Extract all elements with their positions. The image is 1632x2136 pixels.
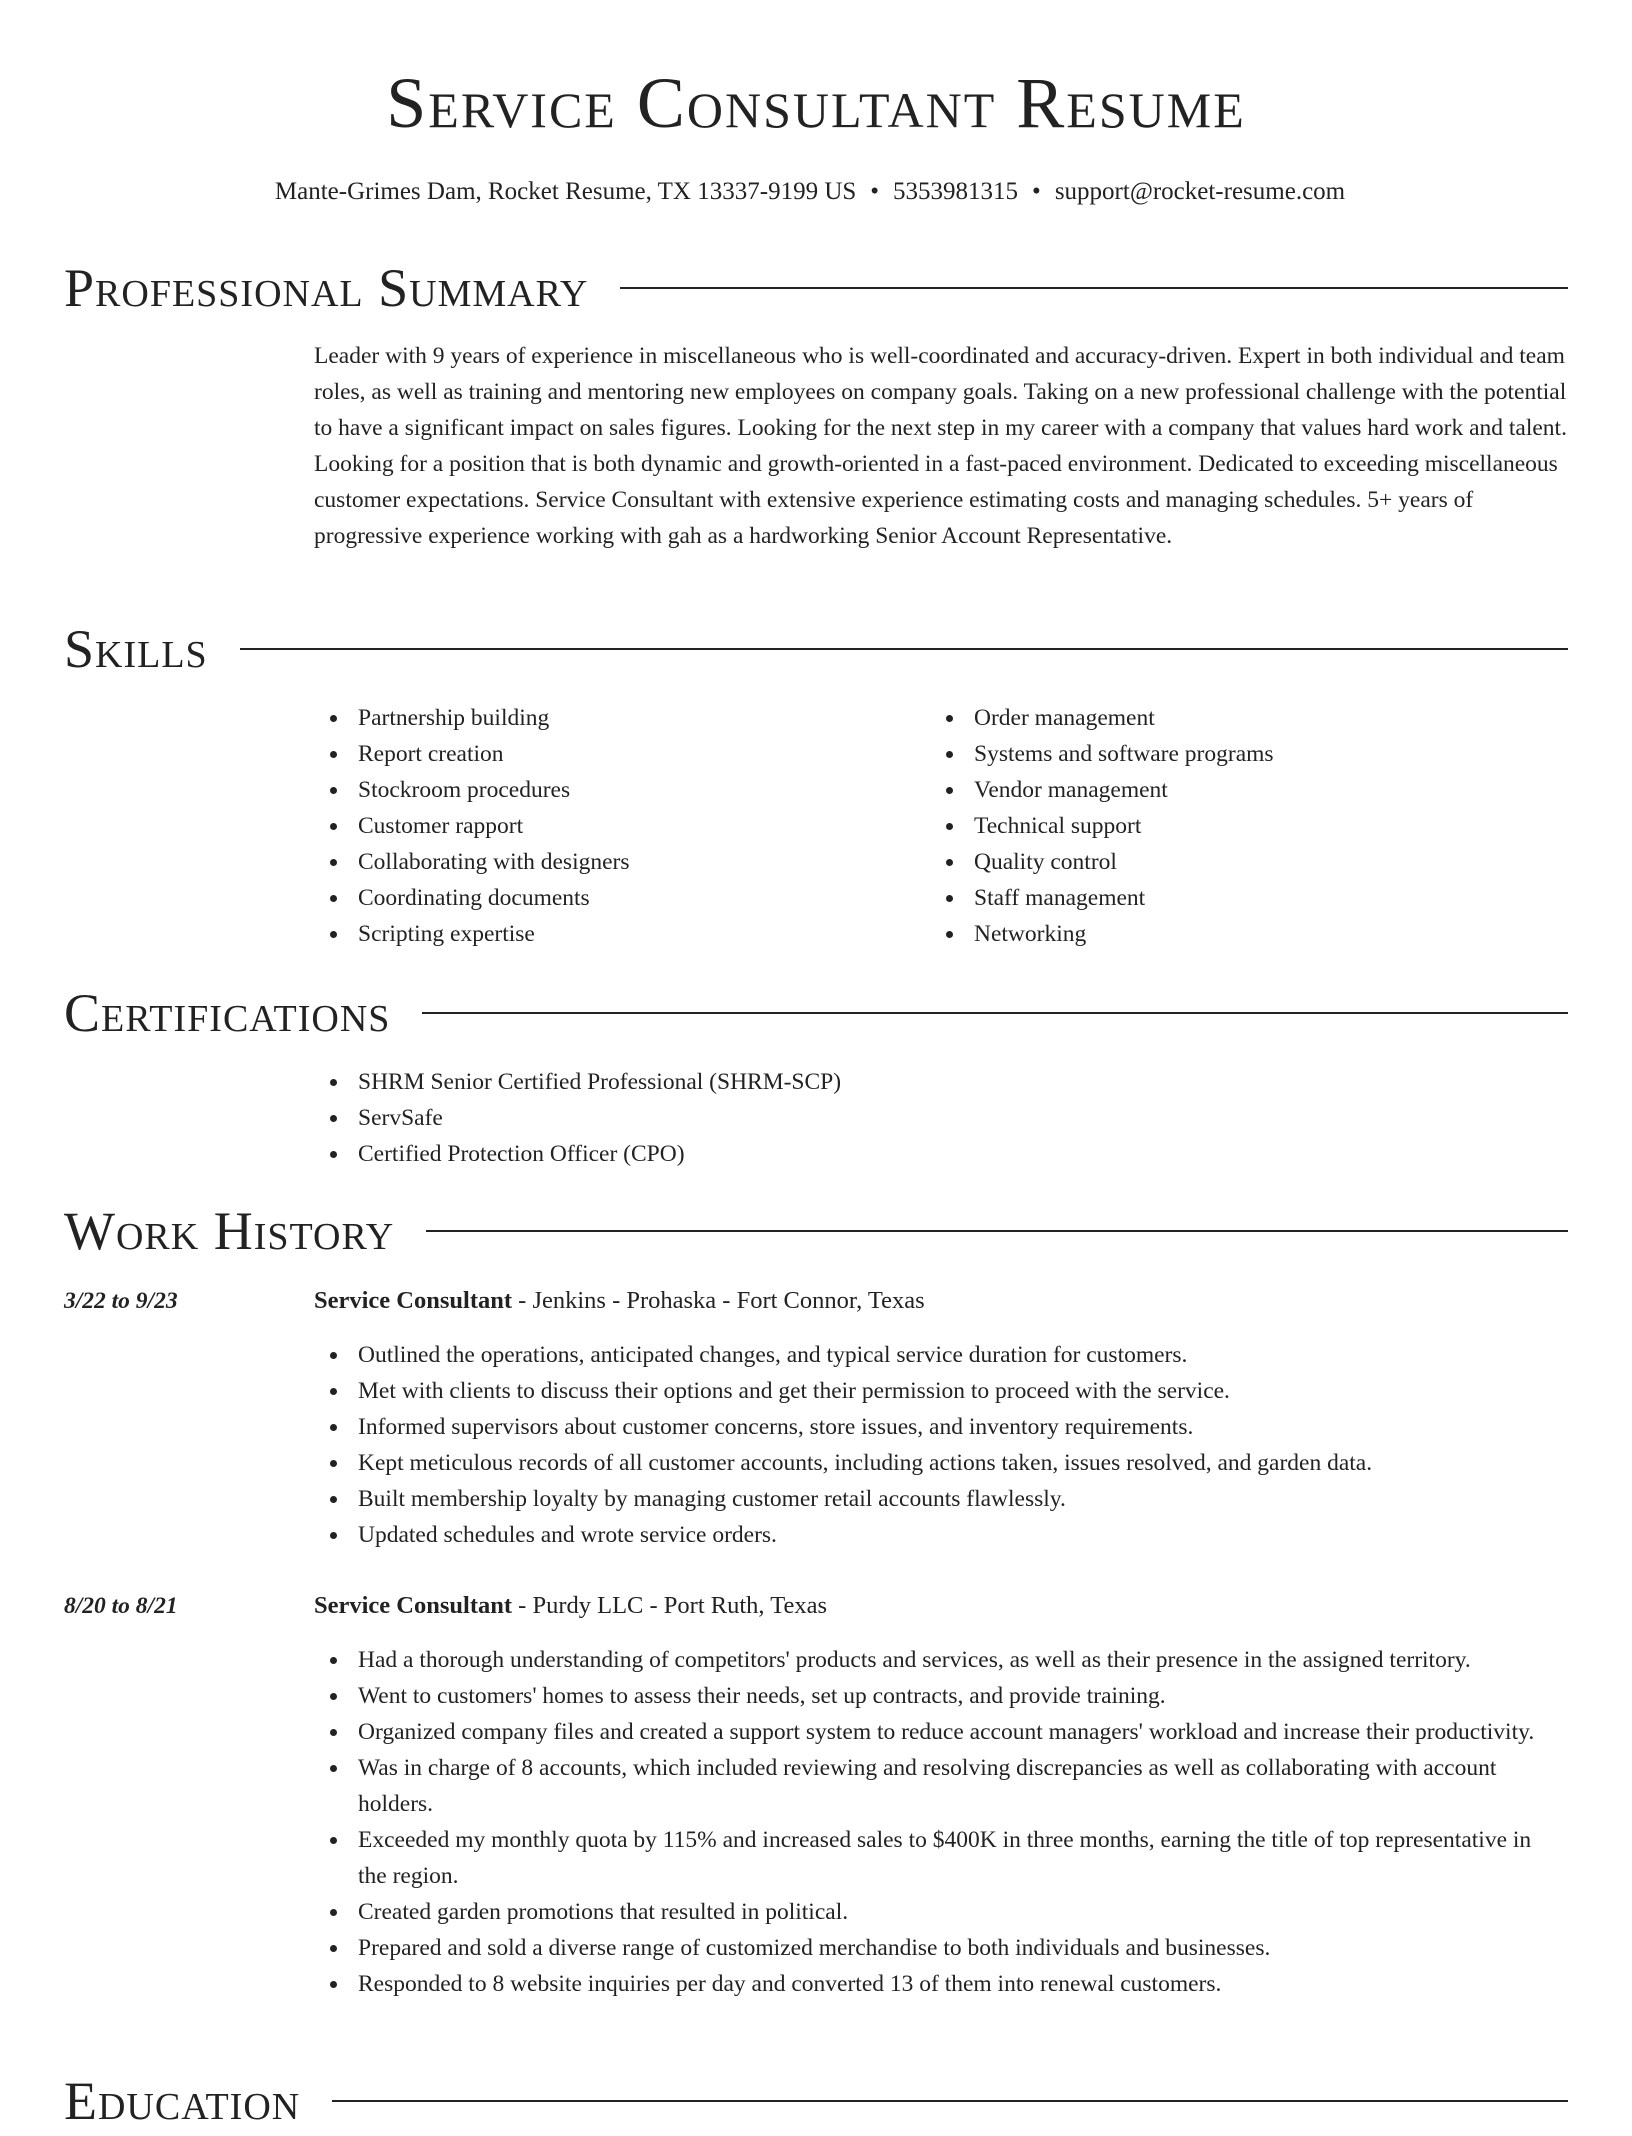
- resume-title: Service Consultant Resume: [386, 63, 1246, 143]
- job-bullet: Created garden promotions that resulted in political.: [314, 1894, 1564, 1930]
- skills-heading: Skills: [64, 619, 208, 679]
- job-bullet: Was in charge of 8 accounts, which included reviewing and resolving discrepancies as well as collaborating with account holders.: [314, 1750, 1564, 1822]
- section-divider: [240, 648, 1568, 650]
- summary-heading: Professional Summary: [64, 258, 589, 318]
- skill-item: Coordinating documents: [314, 880, 914, 916]
- skill-item: Technical support: [930, 808, 1530, 844]
- certifications-block: [314, 1064, 1314, 1172]
- section-divider: [620, 287, 1568, 289]
- skills-right-column: [930, 700, 1530, 952]
- contact-address: Mante-Grimes Dam, Rocket Resume, TX 13337-9199 US: [274, 178, 857, 205]
- skills-left-column: [314, 700, 914, 952]
- job-bullets: [314, 1337, 1574, 1553]
- job-details: - Jenkins - Prohaska - Fort Connor, Texas: [512, 1287, 925, 1314]
- job-bullet: Informed supervisors about customer concerns, store issues, and inventory requirements.: [314, 1409, 1574, 1445]
- job-bullet-list: [314, 1642, 1564, 2002]
- work-section-header: [64, 1196, 1568, 1266]
- skills-section-header: [64, 614, 1568, 684]
- job-bullet: Exceeded my monthly quota by 115% and increased sales to $400K in three months, earning the title of top representative in the region.: [314, 1822, 1564, 1894]
- job-role: Service Consultant: [314, 1592, 513, 1619]
- skill-item: Stockroom procedures: [314, 772, 914, 808]
- section-divider: [422, 1012, 1568, 1014]
- job-bullet: Organized company files and created a support system to reduce account managers' workload and increase their productivity.: [314, 1714, 1564, 1750]
- skill-item: Collaborating with designers: [314, 844, 914, 880]
- skill-item: Order management: [930, 700, 1530, 736]
- job-bullet: Outlined the operations, anticipated changes, and typical service duration for customers.: [314, 1337, 1574, 1373]
- contact-phone: 5353981315: [893, 178, 1019, 205]
- job-role: Service Consultant: [314, 1287, 513, 1314]
- summary-section-header: [64, 253, 1568, 323]
- education-heading: Education: [64, 2071, 301, 2131]
- contact-separator: •: [870, 178, 880, 205]
- job-bullet: Built membership loyalty by managing customer retail accounts flawlessly.: [314, 1481, 1574, 1517]
- contact-email[interactable]: support@rocket-resume.com: [1054, 178, 1346, 205]
- skill-item: Report creation: [314, 736, 914, 772]
- skill-item: Vendor management: [930, 772, 1530, 808]
- certifications-heading: Certifications: [64, 983, 391, 1043]
- job-bullets: [314, 1642, 1564, 2002]
- job-dates: 8/20 to 8/21: [64, 1593, 178, 1619]
- job-bullet: Updated schedules and wrote service orders.: [314, 1517, 1574, 1553]
- job-header: [314, 1588, 827, 1624]
- job-bullet: Prepared and sold a diverse range of customized merchandise to both individuals and businesses.: [314, 1930, 1564, 1966]
- job-header: [314, 1283, 925, 1319]
- section-divider: [332, 2100, 1568, 2102]
- job-bullet-list: [314, 1337, 1574, 1553]
- skills-list: [930, 700, 1530, 952]
- summary-text: Leader with 9 years of experience in miscellaneous who is well-coordinated and accuracy-driven. Expert in both individual and team roles, as well as training and mentoring new employees on company goals. Taking on a new professional challenge with the potential to have a significant impact on sales figures. Looking for the next step in my career with a company that values hard work and talent. Looking for a position that is both dynamic and growth-oriented in a fast-paced environment. Dedicated to exceeding miscellaneous customer expectations. Service Consultant with extensive experience estimating costs and managing schedules. 5+ years of progressive experience working with gah as a hardworking Senior Account Representative.: [314, 343, 1567, 549]
- certification-item: Certified Protection Officer (CPO): [314, 1136, 1314, 1172]
- section-divider: [426, 1230, 1568, 1232]
- skills-list: [314, 700, 914, 952]
- skill-item: Customer rapport: [314, 808, 914, 844]
- education-section-header: [64, 2066, 1568, 2136]
- skill-item: Partnership building: [314, 700, 914, 736]
- skill-item: Scripting expertise: [314, 916, 914, 952]
- certifications-section-header: [64, 978, 1568, 1048]
- skill-item: Systems and software programs: [930, 736, 1530, 772]
- contact-line: [0, 175, 1620, 209]
- job-bullet: Had a thorough understanding of competitors' products and services, as well as their presence in the assigned territory.: [314, 1642, 1564, 1678]
- skill-item: Quality control: [930, 844, 1530, 880]
- job-dates: 3/22 to 9/23: [64, 1288, 178, 1314]
- contact-separator: •: [1032, 178, 1041, 205]
- certification-item: ServSafe: [314, 1100, 1314, 1136]
- job-bullet: Kept meticulous records of all customer accounts, including actions taken, issues resolved, and garden data.: [314, 1445, 1574, 1481]
- job-details: - Purdy LLC - Port Ruth, Texas: [512, 1592, 828, 1619]
- certification-item: SHRM Senior Certified Professional (SHRM-SCP): [314, 1064, 1314, 1100]
- job-bullet: Met with clients to discuss their options and get their permission to proceed with the service.: [314, 1373, 1574, 1409]
- work-heading: Work History: [64, 1201, 395, 1261]
- job-bullet: Went to customers' homes to assess their needs, set up contracts, and provide training.: [314, 1678, 1564, 1714]
- skill-item: Staff management: [930, 880, 1530, 916]
- job-bullet: Responded to 8 website inquiries per day and converted 13 of them into renewal customers.: [314, 1966, 1564, 2002]
- certifications-list: [314, 1064, 1314, 1172]
- skill-item: Networking: [930, 916, 1530, 952]
